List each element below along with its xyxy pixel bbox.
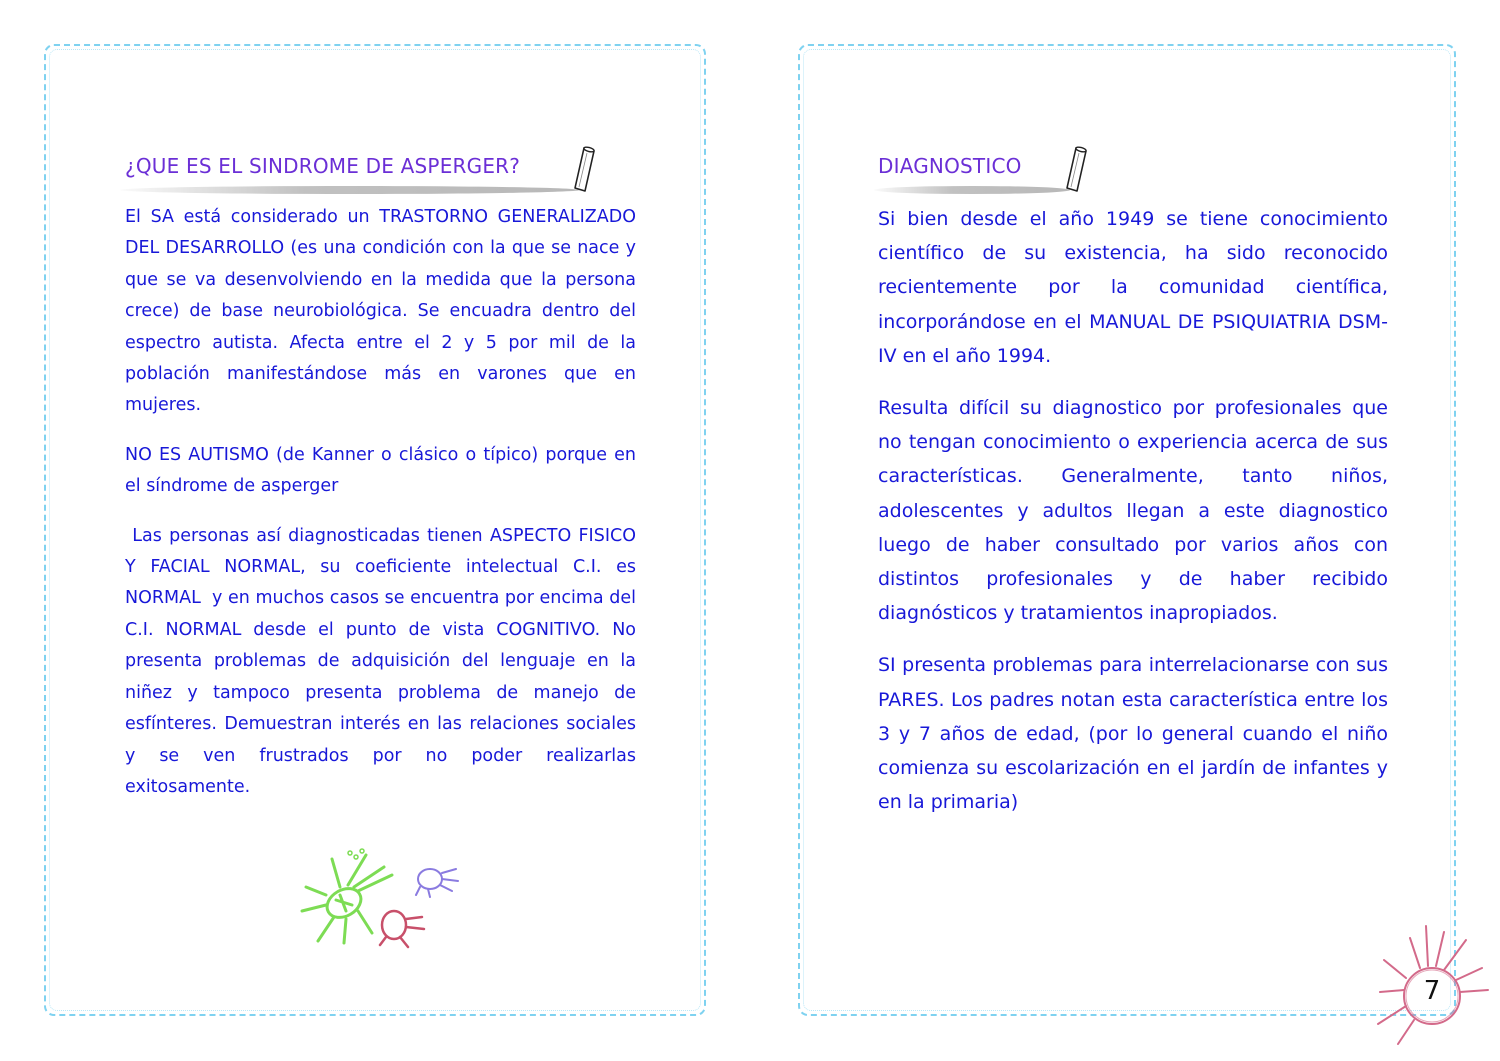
right-paragraph-3: SI presenta problemas para interrelacionarse con sus PARES. Los padres notan esta característica entre los 3 y 7 años de edad, (por lo general cuando el niño comienza su escolarización en el jardín de infantes y en la primaria)	[878, 654, 1388, 814]
bug-doodle-red-icon	[380, 911, 424, 947]
page-number: 7	[1423, 976, 1441, 1006]
left-body-text	[125, 202, 642, 803]
left-heading: ¿QUE ES EL SINDROME DE ASPERGER?	[125, 154, 521, 178]
left-paragraph-1: El SA está considerado un TRASTORNO GENERALIZADO DEL DESARROLLO (es una condición con la que se nace y que se va desenvolviendo en la medida que la persona crece) de base neurobiológica. Se encuadra dentro del espectro autista. Afecta entre el 2 y 5 por mil de la población manifestándose más en varones que en mujeres.	[125, 207, 636, 416]
bug-doodles-illustration	[296, 845, 466, 955]
bug-doodle-blue-icon	[416, 869, 458, 897]
left-paragraph-3: Las personas así diagnosticadas tienen ASPECTO FISICO Y FACIAL NORMAL, su coeficiente intelectual C.I. es NORMAL y en muchos casos se encuentra por encima del C.I. NORMAL desde el punto de vista COGNITIVO. No presenta problemas de adquisición del lenguaje en la niñez y tampoco presenta problema de manejo de esfínteres. Demuestran interés en las relaciones sociales y se ven frustrados por no poder realizarlas exitosamente.	[125, 525, 642, 797]
chalk-icon	[570, 145, 598, 195]
right-heading-underline	[874, 186, 1070, 194]
left-heading-underline	[120, 186, 580, 194]
right-paragraph-1: Si bien desde el año 1949 se tiene conocimiento científico de su existencia, ha sido reconocido recientemente por la comunidad científica, incorporándose en el MANUAL DE PSIQUIATRIA DSM-IV en el año 1994.	[878, 208, 1388, 367]
chalk-icon	[1062, 145, 1090, 195]
bug-doodle-green-icon	[302, 849, 392, 943]
left-paragraph-2: NO ES AUTISMO (de Kanner o clásico o típico) porque en el síndrome de asperger	[125, 444, 636, 497]
right-paragraph-2: Resulta difícil su diagnostico por profesionales que no tengan conocimiento o experiencia acerca de sus características. Generalmente, tanto niños, adolescentes y adultos llegan a este diagnostico luego de haber consultado por varios años con distintos profesionales y de haber recibido diagnósticos y tratamientos inapropiados.	[878, 397, 1388, 625]
right-heading: DIAGNOSTICO	[878, 154, 1022, 178]
right-body-text	[878, 202, 1388, 819]
